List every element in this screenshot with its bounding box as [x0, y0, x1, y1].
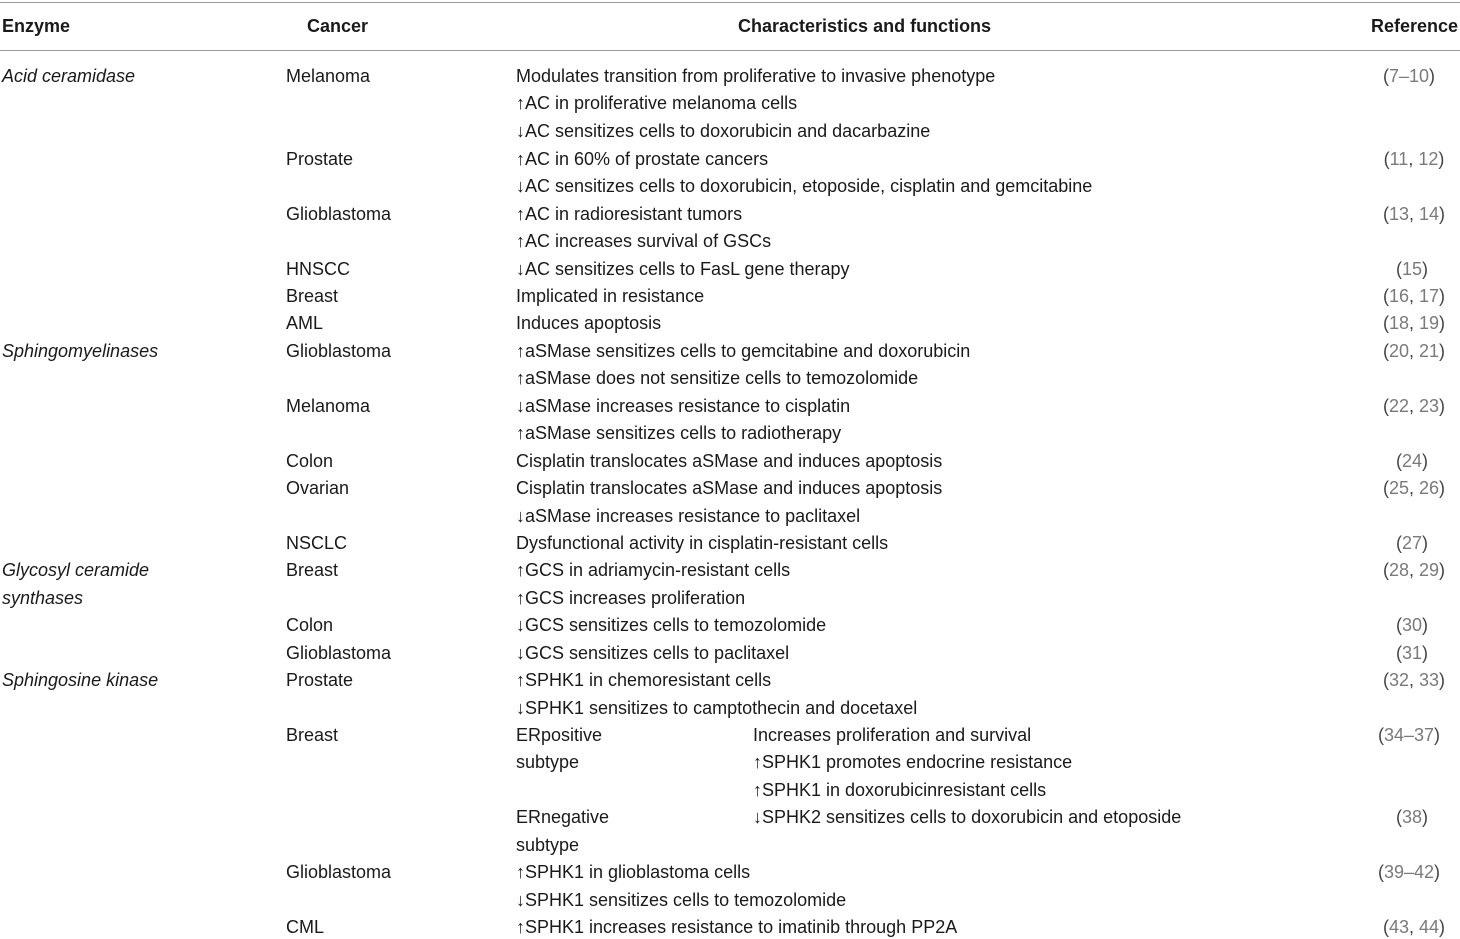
reference-close-paren: ) [1439, 204, 1446, 224]
reference-link[interactable]: 23 [1419, 396, 1440, 416]
reference-close-paren: ) [1438, 149, 1445, 169]
characteristic-line: ↑AC in radioresistant tumors [516, 204, 743, 224]
reference-open-paren: ( [1382, 341, 1389, 361]
reference-separator: , [1408, 204, 1420, 224]
reference-link[interactable]: 25 [1388, 478, 1409, 498]
table-top-rule [0, 2, 1460, 3]
reference-cell [1396, 259, 1428, 279]
reference-close-paren: ) [1429, 66, 1436, 86]
reference-close-paren: ) [1422, 451, 1429, 471]
characteristic-line: ↓AC sensitizes cells to doxorubicin, etoposide, cisplatin and gemcitabine [516, 176, 1093, 196]
characteristic-line: ↓AC sensitizes cells to FasL gene therapy [516, 259, 850, 279]
reference-link[interactable]: 28 [1388, 560, 1409, 580]
reference-cell [1383, 478, 1445, 498]
reference-cell [1378, 862, 1440, 882]
reference-close-paren: ) [1439, 670, 1446, 690]
reference-cell [1396, 451, 1428, 471]
reference-separator: , [1408, 286, 1420, 306]
reference-open-paren: ( [1383, 149, 1390, 169]
reference-cell [1383, 286, 1445, 306]
reference-cell [1383, 917, 1445, 937]
reference-close-paren: ) [1439, 396, 1446, 416]
header-characteristics: Characteristics and functions [738, 16, 992, 36]
characteristic-line: ↑SPHK1 in chemoresistant cells [516, 670, 772, 690]
reference-open-paren: ( [1382, 66, 1389, 86]
reference-link[interactable]: 22 [1388, 396, 1409, 416]
characteristic-line: subtype [516, 752, 580, 772]
header-reference: Reference [1370, 16, 1458, 36]
reference-link[interactable]: 17 [1419, 286, 1440, 306]
enzyme-name: synthases [2, 588, 84, 608]
cancer-type: Colon [286, 615, 334, 635]
reference-link[interactable]: 30 [1401, 615, 1423, 635]
reference-close-paren: ) [1434, 862, 1441, 882]
reference-link[interactable]: 33 [1419, 670, 1440, 690]
reference-link[interactable]: 7–10 [1388, 66, 1430, 86]
reference-separator: , [1408, 149, 1419, 169]
reference-close-paren: ) [1439, 478, 1446, 498]
characteristic-line: ↑aSMase sensitizes cells to radiotherapy [516, 423, 842, 443]
reference-close-paren: ) [1422, 533, 1429, 553]
reference-open-paren: ( [1395, 615, 1402, 635]
cancer-type: Glioblastoma [286, 862, 392, 882]
reference-open-paren: ( [1395, 533, 1402, 553]
reference-link[interactable]: 19 [1419, 313, 1440, 333]
characteristic-line: ↑AC increases survival of GSCs [516, 231, 772, 251]
reference-open-paren: ( [1382, 204, 1389, 224]
cancer-type: NSCLC [286, 533, 348, 553]
characteristic-line: Modulates transition from proliferative to invasive phenotype [516, 66, 996, 86]
reference-close-paren: ) [1439, 917, 1446, 937]
characteristic-line: Increases proliferation and survival [753, 725, 1032, 745]
cancer-type: Prostate [286, 149, 354, 169]
reference-close-paren: ) [1422, 807, 1429, 827]
reference-close-paren: ) [1422, 615, 1429, 635]
cancer-type: HNSCC [286, 259, 351, 279]
reference-cell [1396, 643, 1428, 663]
reference-cell [1383, 396, 1445, 416]
reference-link[interactable]: 43 [1388, 917, 1409, 937]
reference-separator: , [1408, 396, 1420, 416]
characteristic-line: Cisplatin translocates aSMase and induces apoptosis [516, 478, 943, 498]
reference-cell [1383, 313, 1445, 333]
reference-separator: , [1408, 478, 1420, 498]
reference-cell [1396, 807, 1428, 827]
header-bottom-rule [0, 50, 1460, 51]
reference-cell [1378, 725, 1440, 745]
reference-cell [1396, 615, 1428, 635]
characteristic-line: ↑AC in proliferative melanoma cells [516, 93, 798, 113]
reference-link[interactable]: 38 [1401, 807, 1423, 827]
characteristic-line: ↓SPHK2 sensitizes cells to doxorubicin and etoposide [753, 807, 1182, 827]
reference-link[interactable]: 29 [1419, 560, 1440, 580]
reference-close-paren: ) [1439, 313, 1446, 333]
reference-open-paren: ( [1382, 478, 1389, 498]
reference-open-paren: ( [1382, 917, 1389, 937]
characteristic-line: ↑SPHK1 increases resistance to imatinib through PP2A [516, 917, 958, 937]
characteristic-line: ERnegative [516, 807, 610, 827]
reference-open-paren: ( [1377, 725, 1384, 745]
characteristic-line: ↓GCS sensitizes cells to paclitaxel [516, 643, 790, 663]
reference-separator: , [1408, 313, 1420, 333]
header-enzyme: Enzyme [2, 16, 71, 36]
reference-cell [1383, 670, 1445, 690]
characteristic-line: ↓GCS sensitizes cells to temozolomide [516, 615, 827, 635]
characteristic-line: ↑SPHK1 in doxorubicinresistant cells [753, 780, 1047, 800]
reference-close-paren: ) [1439, 560, 1446, 580]
characteristic-line: ↑AC in 60% of prostate cancers [516, 149, 769, 169]
characteristic-line: ↓aSMase increases resistance to cisplatin [516, 396, 851, 416]
reference-cell [1383, 341, 1445, 361]
reference-open-paren: ( [1395, 259, 1402, 279]
reference-link[interactable]: 11 [1389, 149, 1409, 169]
reference-link[interactable]: 31 [1401, 643, 1423, 663]
cancer-type: Breast [286, 286, 339, 306]
reference-link[interactable]: 16 [1388, 286, 1409, 306]
reference-link[interactable]: 12 [1418, 149, 1439, 169]
reference-link[interactable]: 39–42 [1383, 862, 1435, 882]
reference-open-paren: ( [1382, 396, 1389, 416]
characteristic-line: ↑SPHK1 in glioblastoma cells [516, 862, 751, 882]
reference-separator: , [1408, 670, 1420, 690]
cancer-type: Ovarian [286, 478, 350, 498]
characteristic-line: subtype [516, 835, 580, 855]
cancer-type: Glioblastoma [286, 204, 392, 224]
characteristic-line: ↓aSMase increases resistance to paclitaxel [516, 506, 861, 526]
reference-open-paren: ( [1395, 643, 1402, 663]
reference-link[interactable]: 18 [1388, 313, 1409, 333]
reference-link[interactable]: 44 [1419, 917, 1440, 937]
reference-link[interactable]: 27 [1401, 533, 1423, 553]
reference-link[interactable]: 20 [1388, 341, 1409, 361]
cancer-type: Melanoma [286, 396, 371, 416]
enzyme-name: Glycosyl ceramide [2, 560, 150, 580]
characteristic-line: Dysfunctional activity in cisplatin-resistant cells [516, 533, 889, 553]
cancer-type: Glioblastoma [286, 341, 392, 361]
header-cancer: Cancer [307, 16, 369, 36]
enzyme-name: Acid ceramidase [2, 66, 136, 86]
characteristic-line: ↑aSMase does not sensitize cells to temozolomide [516, 368, 919, 388]
characteristic-line: ↑GCS in adriamycin-resistant cells [516, 560, 791, 580]
reference-link[interactable]: 14 [1419, 204, 1440, 224]
enzyme-name: Sphingomyelinases [2, 341, 159, 361]
reference-cell [1383, 66, 1435, 86]
cancer-type: CML [286, 917, 325, 937]
cancer-type: Breast [286, 725, 339, 745]
reference-link[interactable]: 26 [1419, 478, 1440, 498]
reference-cell [1383, 204, 1445, 224]
reference-link[interactable]: 34–37 [1383, 725, 1435, 745]
reference-open-paren: ( [1377, 862, 1384, 882]
characteristic-line: ↑GCS increases proliferation [516, 588, 746, 608]
reference-close-paren: ) [1434, 725, 1441, 745]
reference-open-paren: ( [1382, 560, 1389, 580]
reference-separator: , [1408, 560, 1420, 580]
reference-close-paren: ) [1439, 286, 1446, 306]
cancer-type: Breast [286, 560, 339, 580]
reference-link[interactable]: 15 [1401, 259, 1423, 279]
cancer-type: Colon [286, 451, 334, 471]
reference-link[interactable]: 32 [1388, 670, 1409, 690]
reference-open-paren: ( [1382, 670, 1389, 690]
reference-cell [1396, 533, 1428, 553]
cancer-type: Prostate [286, 670, 354, 690]
reference-open-paren: ( [1382, 313, 1389, 333]
reference-separator: , [1408, 917, 1420, 937]
characteristic-line: ↓SPHK1 sensitizes to camptothecin and docetaxel [516, 698, 918, 718]
characteristic-line: ↓SPHK1 sensitizes cells to temozolomide [516, 890, 847, 910]
reference-cell [1383, 560, 1445, 580]
characteristic-line: Cisplatin translocates aSMase and induces apoptosis [516, 451, 943, 471]
characteristic-line: ERpositive [516, 725, 603, 745]
characteristic-line: Implicated in resistance [516, 286, 705, 306]
reference-open-paren: ( [1395, 451, 1402, 471]
reference-link[interactable]: 13 [1388, 204, 1409, 224]
cancer-type: Melanoma [286, 66, 371, 86]
reference-link[interactable]: 21 [1419, 341, 1440, 361]
characteristic-line: Induces apoptosis [516, 313, 662, 333]
reference-link[interactable]: 24 [1401, 451, 1423, 471]
enzyme-name: Sphingosine kinase [2, 670, 159, 690]
reference-close-paren: ) [1422, 259, 1429, 279]
reference-open-paren: ( [1395, 807, 1402, 827]
characteristic-line: ↑aSMase sensitizes cells to gemcitabine and doxorubicin [516, 341, 971, 361]
characteristic-line: ↑SPHK1 promotes endocrine resistance [753, 752, 1073, 772]
reference-open-paren: ( [1382, 286, 1389, 306]
cancer-type: Glioblastoma [286, 643, 392, 663]
reference-close-paren: ) [1439, 341, 1446, 361]
reference-close-paren: ) [1422, 643, 1429, 663]
reference-cell [1384, 149, 1445, 169]
characteristic-line: ↓AC sensitizes cells to doxorubicin and dacarbazine [516, 121, 931, 141]
reference-separator: , [1408, 341, 1420, 361]
cancer-type: AML [286, 313, 324, 333]
